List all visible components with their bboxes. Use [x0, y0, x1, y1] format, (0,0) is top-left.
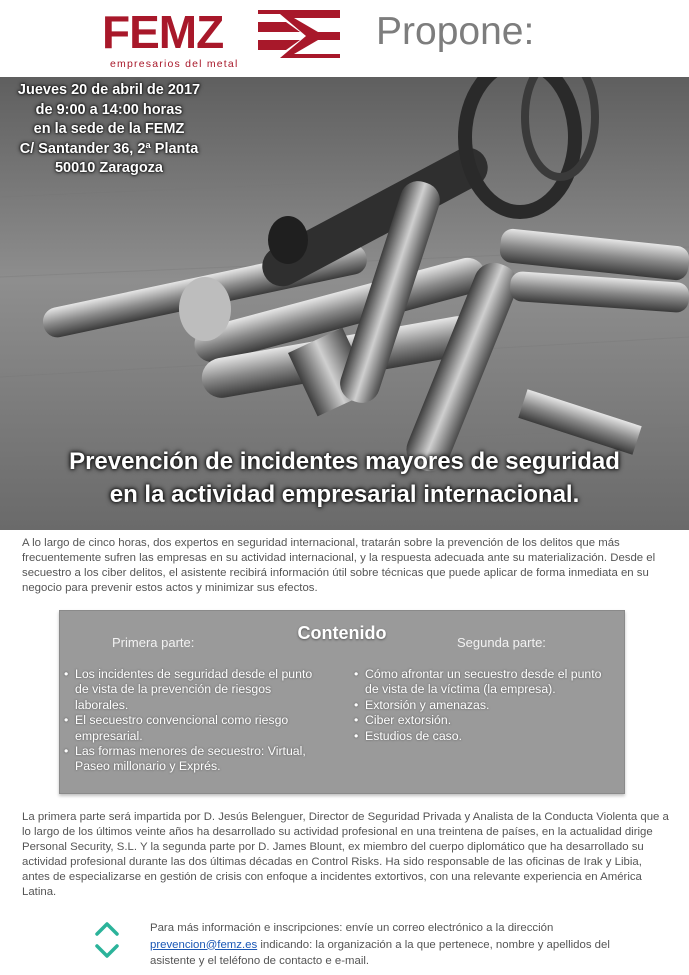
- list-item: • Las formas menores de secuestro: Virtual, Paseo millonario y Exprés.: [64, 744, 326, 775]
- part1-list: [64, 667, 326, 775]
- propone-heading: Propone:: [376, 10, 535, 53]
- event-city: 50010 Zaragoza: [54, 160, 163, 176]
- list-item: • Extorsión y amenazas.: [354, 698, 616, 713]
- green-chevrons-icon: [94, 920, 120, 960]
- logo-stripes-icon: [256, 8, 342, 58]
- list-item: • El secuestro convencional como riesgo empresarial.: [64, 713, 326, 744]
- logo-tagline: empresarios del metal: [110, 58, 239, 70]
- femz-logo: [102, 6, 342, 72]
- list-item: • Los incidentes de seguridad desde el punto de vista de la prevención de riesgos laborales.: [64, 667, 326, 713]
- event-date: Jueves 20 de abril de 2017: [17, 82, 201, 98]
- list-item: • Ciber extorsión.: [354, 713, 616, 728]
- contenido-title: Contenido: [297, 623, 387, 643]
- part1-heading: Primera parte:: [112, 635, 195, 650]
- event-time: de 9:00 a 14:00 horas: [35, 101, 183, 118]
- hero-title-line2: en la actividad empresarial internacional.: [109, 481, 580, 508]
- email-link[interactable]: prevencion@femz.es: [150, 938, 258, 951]
- event-venue: en la sede de la FEMZ: [33, 121, 185, 137]
- hero-title: [0, 445, 689, 511]
- part2-list: [354, 667, 616, 744]
- footer-text-before: Para más información e inscripciones: envíe un correo electrónico a la dirección: [150, 922, 554, 934]
- list-item: • Estudios de caso.: [354, 729, 616, 744]
- logo-wordmark: FEMZ: [102, 6, 224, 58]
- speakers-paragraph: La primera parte será impartida por D. Jesús Belenguer, Director de Seguridad Privada y Analista de la Conducta Violenta que a lo largo de los últimos veinte años ha desarrollado su actividad profesional en una treintena de países, en la actualidad dirige Personal Security, S.L. Y la segunda parte por D. James Blount, ex miembro del cuerpo diplomático que ha desarrollado su actividad profesional durante las dos últimas décadas en Control Risks. Ha sido responsable de las oficinas de Irak y Libia, antes de especializarse en gestión de crisis con enfoque a incidentes extortivos, con una relevante experiencia en América Latina.: [22, 811, 669, 898]
- hero-title-line1: Prevención de incidentes mayores de seguridad: [69, 448, 620, 475]
- intro-paragraph: A lo largo de cinco horas, dos expertos en seguridad internacional, tratarán sobre la prevención de los delitos que más frecuentemente sufren las empresas en su actividad internacional, y la respuesta adecuada ante su materialización. Desde el secuestro a los ciber delitos, el asistente recibirá información útil sobre técnicas que puede aplicar de forma inmediata en su negocio para prevenir estos actos y minimizar sus efectos.: [22, 537, 656, 594]
- contenido-box: [59, 610, 625, 794]
- event-details: [0, 81, 218, 179]
- footer-info: [150, 920, 630, 970]
- list-item: • Cómo afrontar un secuestro desde el punto de vista de la víctima (la empresa).: [354, 667, 616, 698]
- event-address: C/ Santander 36, 2ª Planta: [19, 140, 199, 157]
- footer-text-after: indicando: la organización a la que pertenece, nombre y apellidos del asistente y el teléfono de contacto e e-mail.: [150, 938, 610, 967]
- part2-heading: Segunda parte:: [457, 635, 546, 650]
